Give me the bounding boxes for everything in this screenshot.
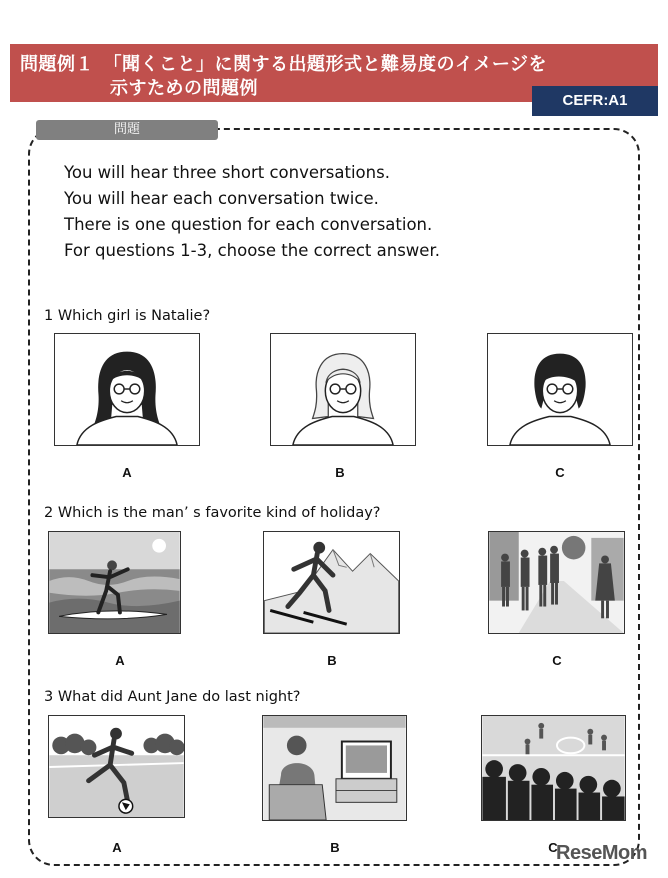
option-label[interactable]: C — [552, 653, 562, 668]
question-1-text: 1 Which girl is Natalie? — [44, 308, 211, 324]
option-label[interactable]: B — [327, 653, 337, 668]
instruction-line: There is one question for each conversation. — [64, 215, 433, 234]
watermark-logo: ReseMom — [556, 842, 647, 864]
title-line-1: 問題例１ 「聞くこと」に関する出題形式と難易度のイメージを — [20, 54, 547, 75]
surfing-icon[interactable] — [48, 531, 181, 634]
option-label[interactable]: B — [335, 465, 345, 480]
option-label[interactable]: A — [115, 653, 125, 668]
option-label[interactable]: B — [330, 840, 340, 855]
panel-tag: 問題 — [36, 120, 218, 140]
instruction-line: You will hear each conversation twice. — [64, 189, 379, 208]
city-walk-icon[interactable] — [488, 531, 625, 634]
watching-match-icon[interactable] — [481, 715, 626, 821]
option-label[interactable]: A — [112, 840, 122, 855]
option-label[interactable]: C — [555, 465, 565, 480]
option-label[interactable]: C — [548, 840, 558, 855]
option-label[interactable]: A — [122, 465, 132, 480]
watching-tv-icon[interactable] — [262, 715, 407, 821]
playing-football-icon[interactable] — [48, 715, 185, 818]
skiing-icon[interactable] — [263, 531, 400, 634]
cefr-level-badge: CEFR:A1 — [532, 86, 658, 116]
girl-light-hair-glasses-icon[interactable] — [270, 333, 416, 446]
instruction-line: For questions 1-3, choose the correct answer. — [64, 241, 440, 260]
question-3-text: 3 What did Aunt Jane do last night? — [44, 689, 301, 705]
title-line-2: 示すための問題例 — [110, 78, 258, 99]
instruction-line: You will hear three short conversations. — [64, 163, 390, 182]
girl-long-dark-hair-glasses-icon[interactable] — [54, 333, 200, 446]
question-2-text: 2 Which is the man’ s favorite kind of holiday? — [44, 505, 381, 521]
instructions — [64, 160, 440, 264]
girl-short-dark-hair-glasses-icon[interactable] — [487, 333, 633, 446]
